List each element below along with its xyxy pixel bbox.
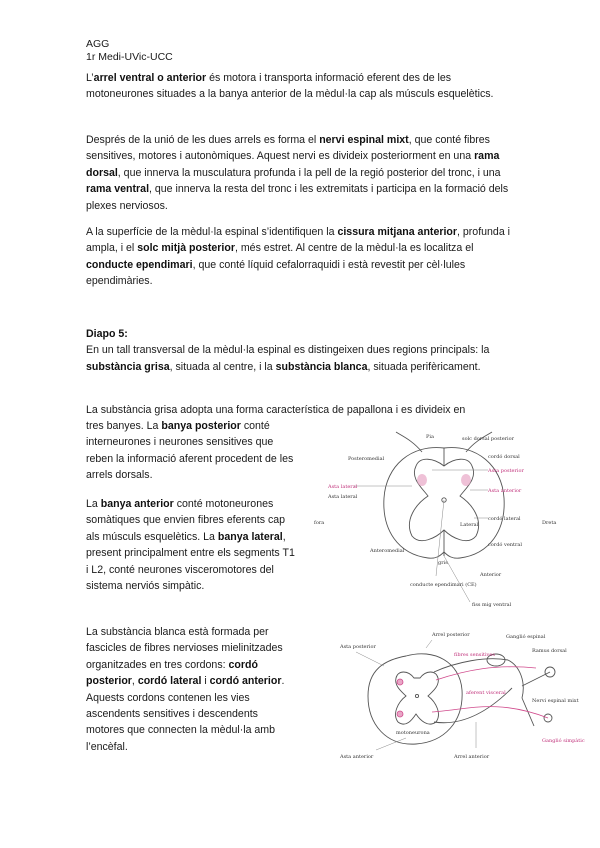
paragraph-substancia-blanca: La substància blanca està formada per fascicles de fibres nervioses mielinitzades organitzades en tres cordons: cordó posterior, cordó lateral i cordó anterior. Aquests cordons contenen les vies ascendents sensitives i descendents motores que connecten la mèdul·la amb l’encèfal. [86,626,285,753]
label-asta-lateral-2: Asta lateral [328,494,358,500]
label-posteromedial: Posteromedial [348,456,385,462]
label-anteromedial: Anteromedial [370,548,405,554]
label-lateral: Lateral [460,522,479,528]
label-solc-dorsal: solc dorsal posterior [462,436,515,442]
label-fora: fora [314,520,325,526]
label-dreta: Dreta [542,520,557,526]
paragraph-banya-anterior: La banya anterior conté motoneurones somàtiques que envien fibres eferents cap als músculs esquelètics. La banya lateral, present principalment entre els segments T1 i L2, conté neurones visceromotores del sistema nerviós simpàtic. [86,498,295,593]
label-anterior: Anterior [480,572,502,578]
label-pia: Pia [426,434,434,440]
document-header [86,38,173,64]
label-aferent-visceral: aferent visceral [466,690,506,696]
label-cordo-ventral: cordó ventral [488,542,522,548]
label-ganglio-simpatic: Ganglió simpàtic [542,738,585,744]
label-asta-lateral: Asta lateral [328,484,358,490]
label-asta-anterior: Asta anterior [488,488,522,494]
author-initials: AGG [86,38,110,50]
section-title: Diapo 5: [86,328,128,340]
label-fibres-sensitives: fibres sensitives [454,652,495,658]
label-banya-posterior: Asta posterior [488,468,524,474]
paragraph-nervi-espinal: Després de la unió de les dues arrels es forma el nervi espinal mixt, que conté fibres sensitives, motores i autonòmiques. Aquest nervi es divideix posteriorment en una rama dorsal, que innerva la musculatura profunda i la pell de la regió posterior del tronc, i una rama ventral, que innerva la resta del tronc i les extremitats i participa en la formació dels plexes nerviosos. [86,134,509,212]
paragraph-substancia-grisa-line1: La substància grisa adopta una forma característica de papallona i es divideix en [86,404,466,416]
spinal-cord-section-diagram [312,426,572,616]
label-cordo-lateral: cordó lateral [488,516,521,522]
label-asta-posterior: Asta posterior [340,644,376,650]
label-cordo-dorsal: cordó dorsal [488,454,520,460]
paragraph-diapo-5: Diapo 5: En un tall transversal de la mèdul·la espinal es distingeixen dues regions principals: la substància grisa, situada al centre, i la substància blanca, situada perifèricament. [86,328,490,373]
course-label: 1r Medi-UVic-UCC [86,51,173,63]
spinal-nerve-roots-diagram [336,626,592,766]
paragraph-superficie: A la superfície de la mèdul·la espinal s’identifiquen la cissura mitjana anterior, profunda i ampla, i el solc mitjà posterior, més estret. Al centre de la mèdul·la es localitza el conducte ependimari, que conté líquid cefalorraquidi i està revestit per cèl·lules ependimàries. [86,226,511,288]
label-nervi-espinal: Nervi espinal mixt [532,698,579,704]
label-conducte: conducte ependimari (CE) [410,582,477,588]
label-arrel-anterior: Arrel anterior [454,754,490,760]
paragraph-substancia-grisa: tres banyes. La banya posterior conté interneurones i neurones sensitives que reben la informació aferent procedent de les arrels dorsals. [86,420,294,482]
label-arrel-posterior: Arrel posterior [432,632,470,638]
label-motoneurona: motoneurona [396,730,430,736]
paragraph-arrel-ventral: L’arrel ventral o anterior és motora i transporta informació eferent des de les motoneurones situades a la banya anterior de la mèdul·la cap als músculs esquelètics. [86,72,494,101]
label-gris: gris [438,560,448,566]
label-ramus-dorsal: Ramus dorsal [532,648,567,654]
label-asta-anterior: Asta anterior [340,754,374,760]
label-fissura: fiss mig ventral [472,602,512,608]
label-ganglio-espinal: Ganglió espinal [506,634,546,640]
